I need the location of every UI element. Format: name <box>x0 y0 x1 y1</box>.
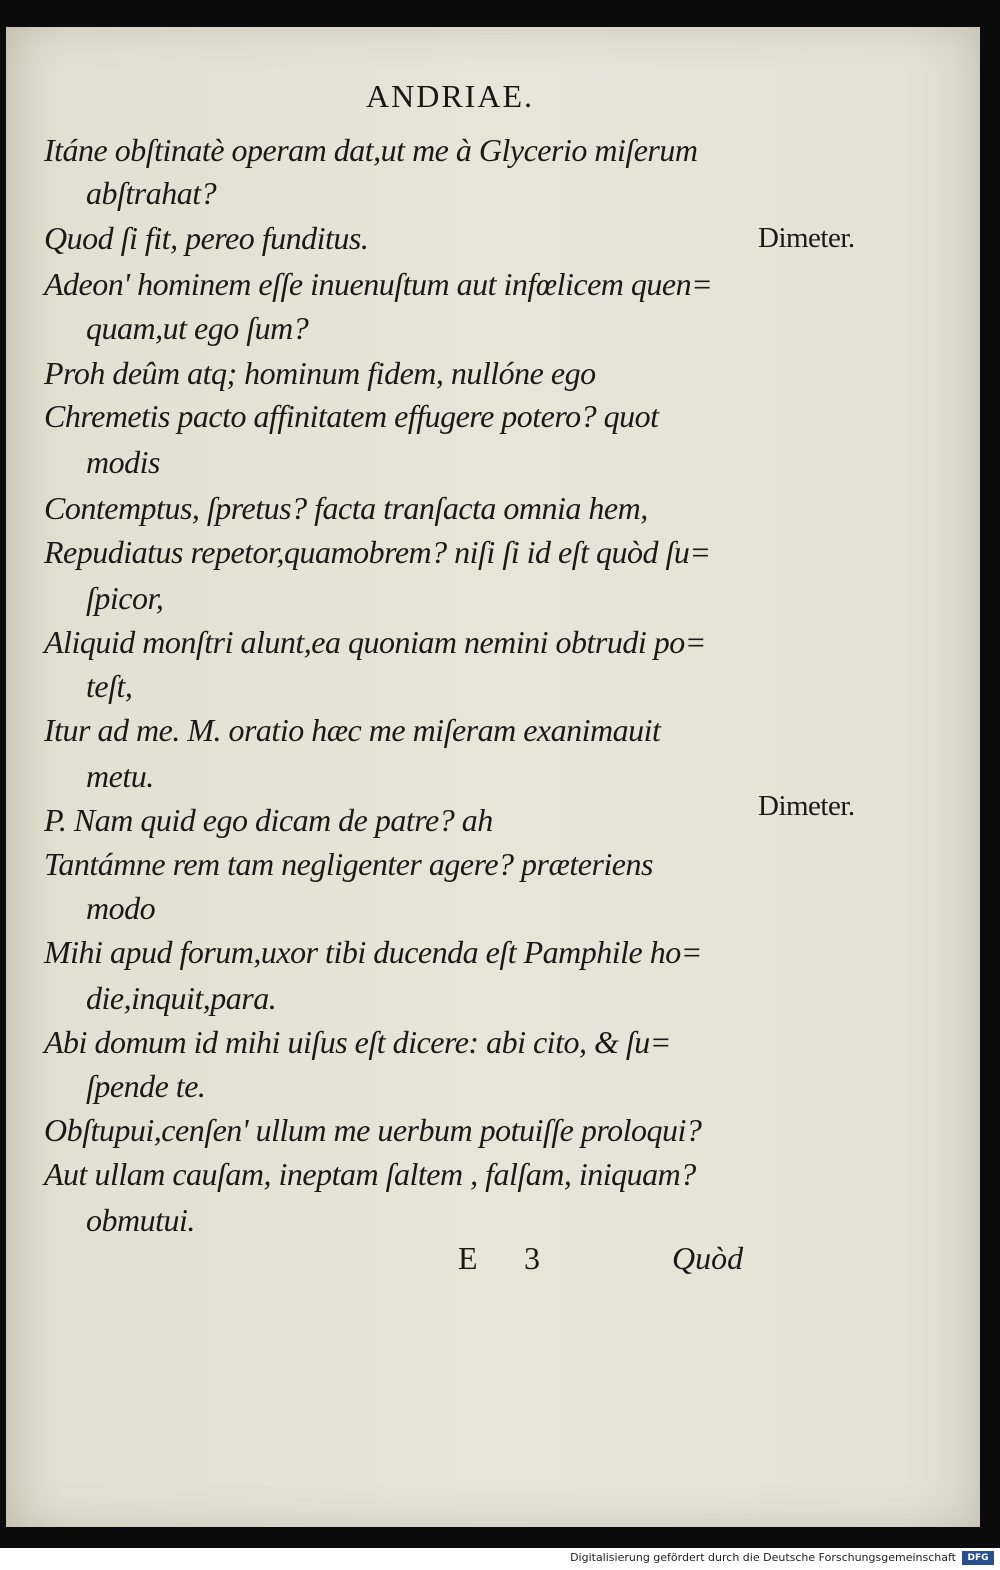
text-line: ſpende te. <box>86 1068 206 1104</box>
text-line: ſpicor, <box>86 580 164 616</box>
text-line: Contemptus, ſpretus? facta tranſacta omnia hem, <box>44 490 648 526</box>
text-line: Itur ad me. M. oratio hæc me miſeram exanimauit <box>44 712 661 748</box>
text-line: Aliquid monſtri alunt,ea quoniam nemini obtrudi po= <box>44 624 706 660</box>
signature-number: 3 <box>524 1240 540 1276</box>
text-line: teſt, <box>86 668 133 704</box>
text-line: quam,ut ego ſum? <box>86 310 309 346</box>
text-line: Itáne obſtinatè operam dat,ut me à Glycerio miſerum <box>44 132 698 168</box>
text-line: Adeon' hominem eſſe inuenuſtum aut infœlicem quen= <box>44 266 713 302</box>
scan-border <box>0 1527 1000 1548</box>
text-line: Repudiatus repetor,quamobrem? niſi ſi id eſt quòd ſu= <box>44 534 711 570</box>
text-line: modo <box>86 890 156 926</box>
margin-note: Dimeter. <box>758 790 855 822</box>
text-line: Obſtupui,cenſen' ullum me uerbum potuiſſe proloqui? <box>44 1112 702 1148</box>
text-line: Chremetis pacto affinitatem effugere potero? quot <box>44 398 659 434</box>
text-line: metu. <box>86 758 154 794</box>
text-line: modis <box>86 444 160 480</box>
text-line: Tantámne rem tam negligenter agere? præteriens <box>44 846 653 882</box>
text-line: Proh deûm atq; hominum fidem, nullóne ego <box>44 355 596 391</box>
text-line: Aut ullam cauſam, ineptam ſaltem , falſam, iniquam? <box>44 1156 696 1192</box>
dfg-logo-icon: DFG <box>962 1551 994 1565</box>
margin-note: Dimeter. <box>758 222 855 254</box>
text-line: Quod ſi fit, pereo funditus. <box>44 220 369 256</box>
text-line: obmutui. <box>86 1202 195 1238</box>
signature-mark: E <box>458 1240 478 1276</box>
catchword: Quòd <box>672 1240 744 1276</box>
text-line: P. Nam quid ego dicam de patre? ah <box>44 802 493 838</box>
running-head <box>0 78 1000 115</box>
text-line: abſtrahat? <box>86 175 217 211</box>
text-line: die,inquit,para. <box>86 980 277 1016</box>
text-line: Abi domum id mihi uiſus eſt dicere: abi cito, & ſu= <box>44 1024 671 1060</box>
footer-credit: Digitalisierung gefördert durch die Deutsche Forschungsgemeinschaft <box>570 1551 956 1564</box>
running-head-text: ANDRIAE. <box>366 78 534 114</box>
text-line: Mihi apud forum,uxor tibi ducenda eſt Pamphile ho= <box>44 934 702 970</box>
